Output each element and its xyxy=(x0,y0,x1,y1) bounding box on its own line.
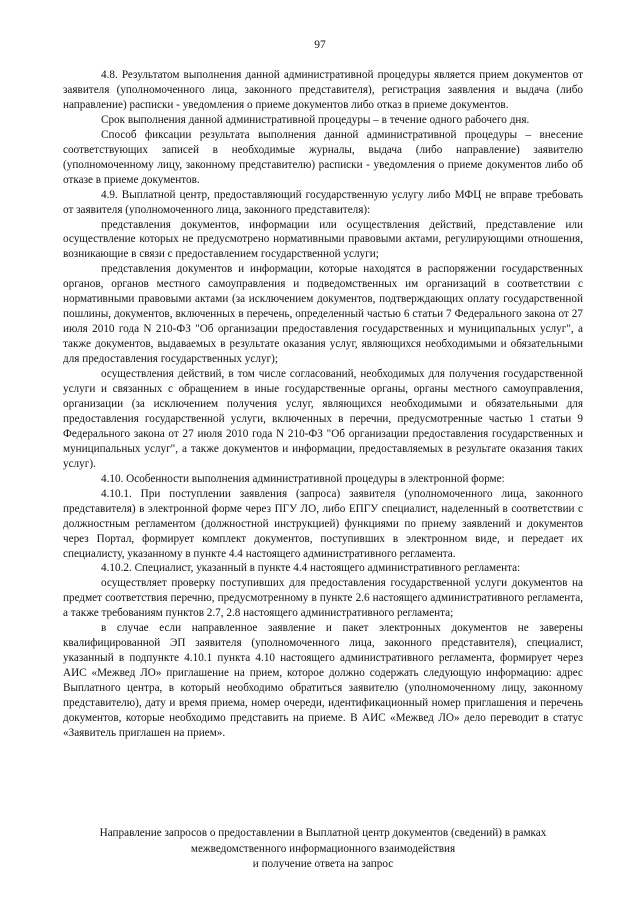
paragraph-prohibition-state-docs: представления документов и информации, которые находятся в распоряжении государственных органов, органов местного самоуправления и подведомственных им организаций в соответствии с нормативными правовыми актами (за исключением документов, подтверждающих оплату государственной пошлины, документов, включенных в перечень, определенный частью 6 статьи 7 Федерального закона от 27 июля 2010 года N 210-ФЗ "Об организации предоставления государственных и муниципальных услуг", а также документов, выдаваемых в результате оказания услуг, являющихся необходимыми и обязательными для предоставления государственных услуг); xyxy=(63,263,583,366)
paragraph-prohibition-actions: осуществления действий, в том числе согласований, необходимых для получения государственной услуги и связанных с обращением в иные государственные органы, органы местного самоуправления, организации (за исключением получения услуг, являющихся необходимыми и обязательными для предоставления государственной услуги, включенных в перечни, предусмотренные частью 1 статьи 9 Федерального закона от 27 июля 2010 года N 210-ФЗ "Об организации предоставления государственных и муниципальных услуг", а также документов и информации, предоставляемых в результате оказания таких услуг). xyxy=(63,368,583,470)
page-number: 97 xyxy=(314,39,326,51)
paragraph-procedure-term: Срок выполнения данной административной процедуры – в течение одного рабочего дня. xyxy=(101,113,530,126)
paragraph-4-10-1: 4.10.1. При поступлении заявления (запроса) заявителя (уполномоченного лица, законного представителя) в электронной форме через ПГУ ЛО, либо ЕПГУ специалист, наделенный в соответствии с должностным регламентом (должностной инструкцией) функциями по приему заявлений и документов через Портал, формирует комплект документов, поступивших в электронном виде, и передает их специалисту, указанному в пункте 4.4 настоящего административного регламента. xyxy=(63,487,583,560)
document-body xyxy=(63,68,583,741)
section-heading-line: Направление запросов о предоставлении в Выплатной центр документов (сведений) в рамках xyxy=(99,827,547,839)
paragraph-4-9-prohibitions: 4.9. Выплатной центр, предоставляющий государственную услугу либо МФЦ не вправе требовать от заявителя (уполномоченного лица, законного представителя): xyxy=(63,188,583,216)
paragraph-4-10-2: 4.10.2. Специалист, указанный в пункте 4.4 настоящего административного регламента: xyxy=(101,562,521,575)
section-heading-line: межведомственного информационного взаимодействия xyxy=(190,842,456,855)
paragraph-prohibition-documents: представления документов, информации или осуществления действий, представление или осуществление которых не предусмотрено нормативными правовыми актами, регулирующими отношения, возникающие в связи с предоставлением государственной услуги; xyxy=(63,218,583,261)
section-heading xyxy=(63,826,583,873)
paragraph-verification: осуществляет проверку поступивших для предоставления государственной услуги документов на предмет соответствия перечню, предусмотренному в пункте 2.6 настоящего административного регламента, а также требованиям пунктов 2.7, 2.8 настоящего административного регламента; xyxy=(63,577,583,620)
section-heading-line: и получение ответа на запрос xyxy=(252,858,394,870)
paragraph-invitation: в случае если направленное заявление и пакет электронных документов не заверены квалифицированной ЭП заявителя (уполномоченного лица, законного представителя), специалист, указанный в подпункте 4.10.1 пункта 4.10 настоящего административного регламента, формирует через АИС «Межвед ЛО» приглашение на прием, которое должно содержать следующую информацию: адрес Выплатного центра, в который необходимо обратиться заявителю (уполномоченному лицу, законному представителю), дату и время приема, номер очереди, идентификационный номер приглашения и перечень документов, которые необходимо представить на приеме. В АИС «Межвед ЛО» дело переводит в статус «Заявитель приглашен на прием». xyxy=(63,622,583,739)
paragraph-4-8-result: 4.8. Результатом выполнения данной административной процедуры является прием документов от заявителя (уполномоченного лица, законного представителя), регистрация заявления и выдача (либо направление) расписки - уведомления о приеме документов либо отказ в приеме документов. xyxy=(63,69,583,111)
paragraph-result-fixation: Способ фиксации результата выполнения данной административной процедуры – внесение соответствующих записей в необходимые журналы, выдача (либо направление) заявителю (уполномоченному лицу, законному представителю) расписки - уведомления о приеме документов либо об отказе в приеме документов. xyxy=(63,128,583,186)
paragraph-4-10-electronic: 4.10. Особенности выполнения административной процедуры в электронной форме: xyxy=(101,472,505,485)
